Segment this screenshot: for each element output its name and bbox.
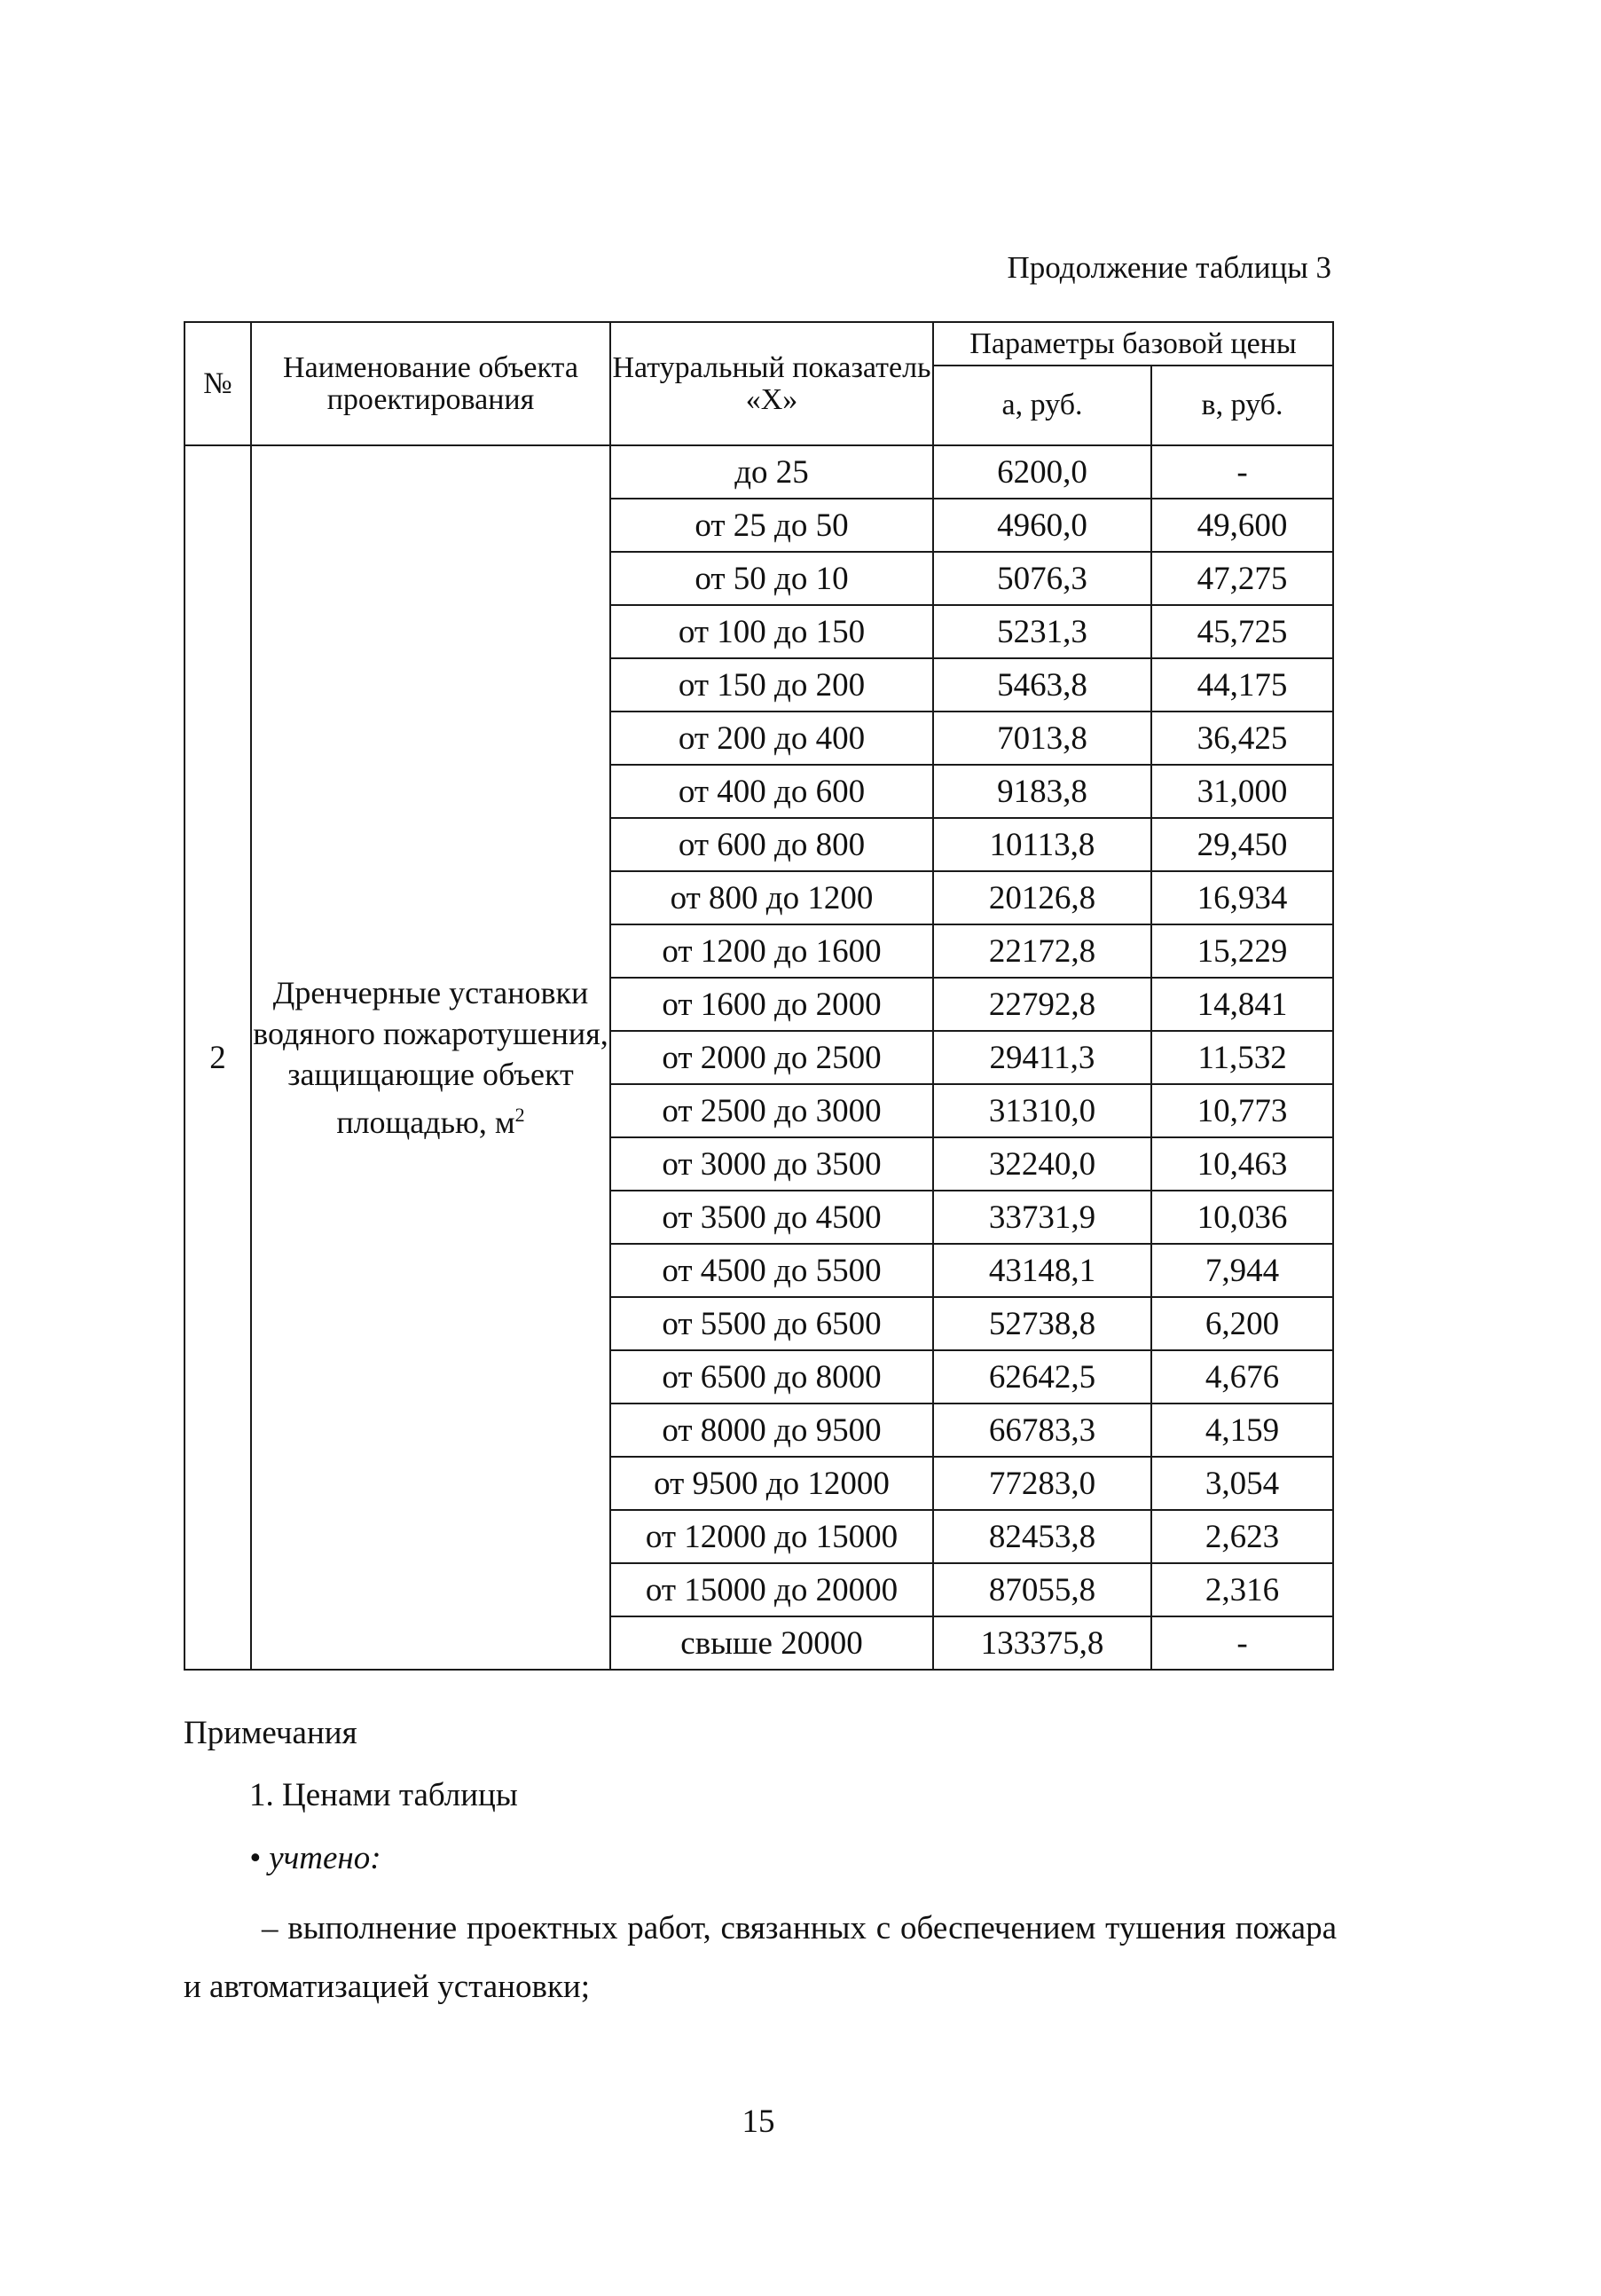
cell-b: 2,623 xyxy=(1151,1510,1333,1563)
cell-b: 47,275 xyxy=(1151,552,1333,605)
cell-b: 14,841 xyxy=(1151,978,1333,1031)
cell-b: 7,944 xyxy=(1151,1244,1333,1297)
cell-range: от 2000 до 2500 xyxy=(610,1031,933,1084)
cell-a: 32240,0 xyxy=(933,1137,1151,1191)
cell-range: от 800 до 1200 xyxy=(610,871,933,924)
table-continuation-caption: Продолжение таблицы 3 xyxy=(1007,250,1331,285)
cell-range: от 3500 до 4500 xyxy=(610,1191,933,1244)
cell-b: 15,229 xyxy=(1151,924,1333,978)
cell-b: 2,316 xyxy=(1151,1563,1333,1616)
cell-range: от 12000 до 15000 xyxy=(610,1510,933,1563)
header-param-b: в, руб. xyxy=(1151,366,1333,445)
table-body xyxy=(184,445,1333,1670)
cell-a: 29411,3 xyxy=(933,1031,1151,1084)
cell-a: 66783,3 xyxy=(933,1404,1151,1457)
cell-a: 31310,0 xyxy=(933,1084,1151,1137)
header-object-name: Наименование объекта проектирования xyxy=(251,322,610,445)
cell-b: - xyxy=(1151,1616,1333,1670)
cell-a: 5231,3 xyxy=(933,605,1151,658)
cell-a: 20126,8 xyxy=(933,871,1151,924)
cell-range: от 3000 до 3500 xyxy=(610,1137,933,1191)
cell-b: 6,200 xyxy=(1151,1297,1333,1350)
cell-a: 82453,8 xyxy=(933,1510,1151,1563)
page-number: 15 xyxy=(742,2103,775,2140)
header-natural-indicator: Натуральный показатель «X» xyxy=(610,322,933,445)
cell-a: 33731,9 xyxy=(933,1191,1151,1244)
cell-b: 29,450 xyxy=(1151,818,1333,871)
cell-b: 45,725 xyxy=(1151,605,1333,658)
cell-b: 4,676 xyxy=(1151,1350,1333,1404)
cell-range: от 2500 до 3000 xyxy=(610,1084,933,1137)
note-item-1: 1. Ценами таблицы xyxy=(249,1777,518,1813)
cell-a: 6200,0 xyxy=(933,445,1151,499)
cell-a: 22792,8 xyxy=(933,978,1151,1031)
cell-a: 4960,0 xyxy=(933,499,1151,552)
cell-b: 44,175 xyxy=(1151,658,1333,712)
cell-b: 4,159 xyxy=(1151,1404,1333,1457)
cell-a: 133375,8 xyxy=(933,1616,1151,1670)
object-unit-superscript: 2 xyxy=(514,1104,525,1126)
header-param-a: а, руб. xyxy=(933,366,1151,445)
cell-b: 11,532 xyxy=(1151,1031,1333,1084)
cell-a: 62642,5 xyxy=(933,1350,1151,1404)
price-table xyxy=(184,321,1334,1671)
cell-b: 49,600 xyxy=(1151,499,1333,552)
cell-a: 77283,0 xyxy=(933,1457,1151,1510)
cell-range: от 9500 до 12000 xyxy=(610,1457,933,1510)
cell-range: от 25 до 50 xyxy=(610,499,933,552)
cell-b: 10,773 xyxy=(1151,1084,1333,1137)
cell-range: от 200 до 400 xyxy=(610,712,933,765)
cell-range: от 50 до 10 xyxy=(610,552,933,605)
cell-a: 43148,1 xyxy=(933,1244,1151,1297)
notes-title: Примечания xyxy=(184,1715,357,1751)
object-name-cell xyxy=(251,445,610,1670)
note-item-2: • учтено: xyxy=(249,1840,381,1876)
note-item-3: – выполнение проектных работ, связанных с обеспечением тушения пожара и автоматизацией установки; xyxy=(184,1910,1337,2005)
cell-b: 10,036 xyxy=(1151,1191,1333,1244)
cell-b: 16,934 xyxy=(1151,871,1333,924)
cell-a: 87055,8 xyxy=(933,1563,1151,1616)
header-base-price-params: Параметры базовой цены xyxy=(933,322,1333,366)
row-number-cell: 2 xyxy=(184,445,251,1670)
cell-range: от 4500 до 5500 xyxy=(610,1244,933,1297)
cell-a: 7013,8 xyxy=(933,712,1151,765)
table-header-row xyxy=(184,322,1333,366)
cell-range: от 600 до 800 xyxy=(610,818,933,871)
cell-range: от 100 до 150 xyxy=(610,605,933,658)
cell-range: от 1200 до 1600 xyxy=(610,924,933,978)
cell-a: 52738,8 xyxy=(933,1297,1151,1350)
object-name-text: Дренчерные установки водяного пожаротушения, защищающие объект площадью, м xyxy=(253,975,608,1140)
cell-a: 5463,8 xyxy=(933,658,1151,712)
cell-b: 36,425 xyxy=(1151,712,1333,765)
cell-b: 3,054 xyxy=(1151,1457,1333,1510)
cell-range: от 6500 до 8000 xyxy=(610,1350,933,1404)
cell-a: 22172,8 xyxy=(933,924,1151,978)
cell-a: 5076,3 xyxy=(933,552,1151,605)
table-row xyxy=(184,445,1333,499)
cell-b: 31,000 xyxy=(1151,765,1333,818)
cell-range: от 400 до 600 xyxy=(610,765,933,818)
cell-b: 10,463 xyxy=(1151,1137,1333,1191)
cell-range: свыше 20000 xyxy=(610,1616,933,1670)
cell-range: от 150 до 200 xyxy=(610,658,933,712)
header-number: № xyxy=(184,322,251,445)
cell-range: от 8000 до 9500 xyxy=(610,1404,933,1457)
cell-range: от 15000 до 20000 xyxy=(610,1563,933,1616)
cell-range: от 1600 до 2000 xyxy=(610,978,933,1031)
cell-range: от 5500 до 6500 xyxy=(610,1297,933,1350)
cell-range: до 25 xyxy=(610,445,933,499)
cell-a: 9183,8 xyxy=(933,765,1151,818)
cell-b: - xyxy=(1151,445,1333,499)
cell-a: 10113,8 xyxy=(933,818,1151,871)
